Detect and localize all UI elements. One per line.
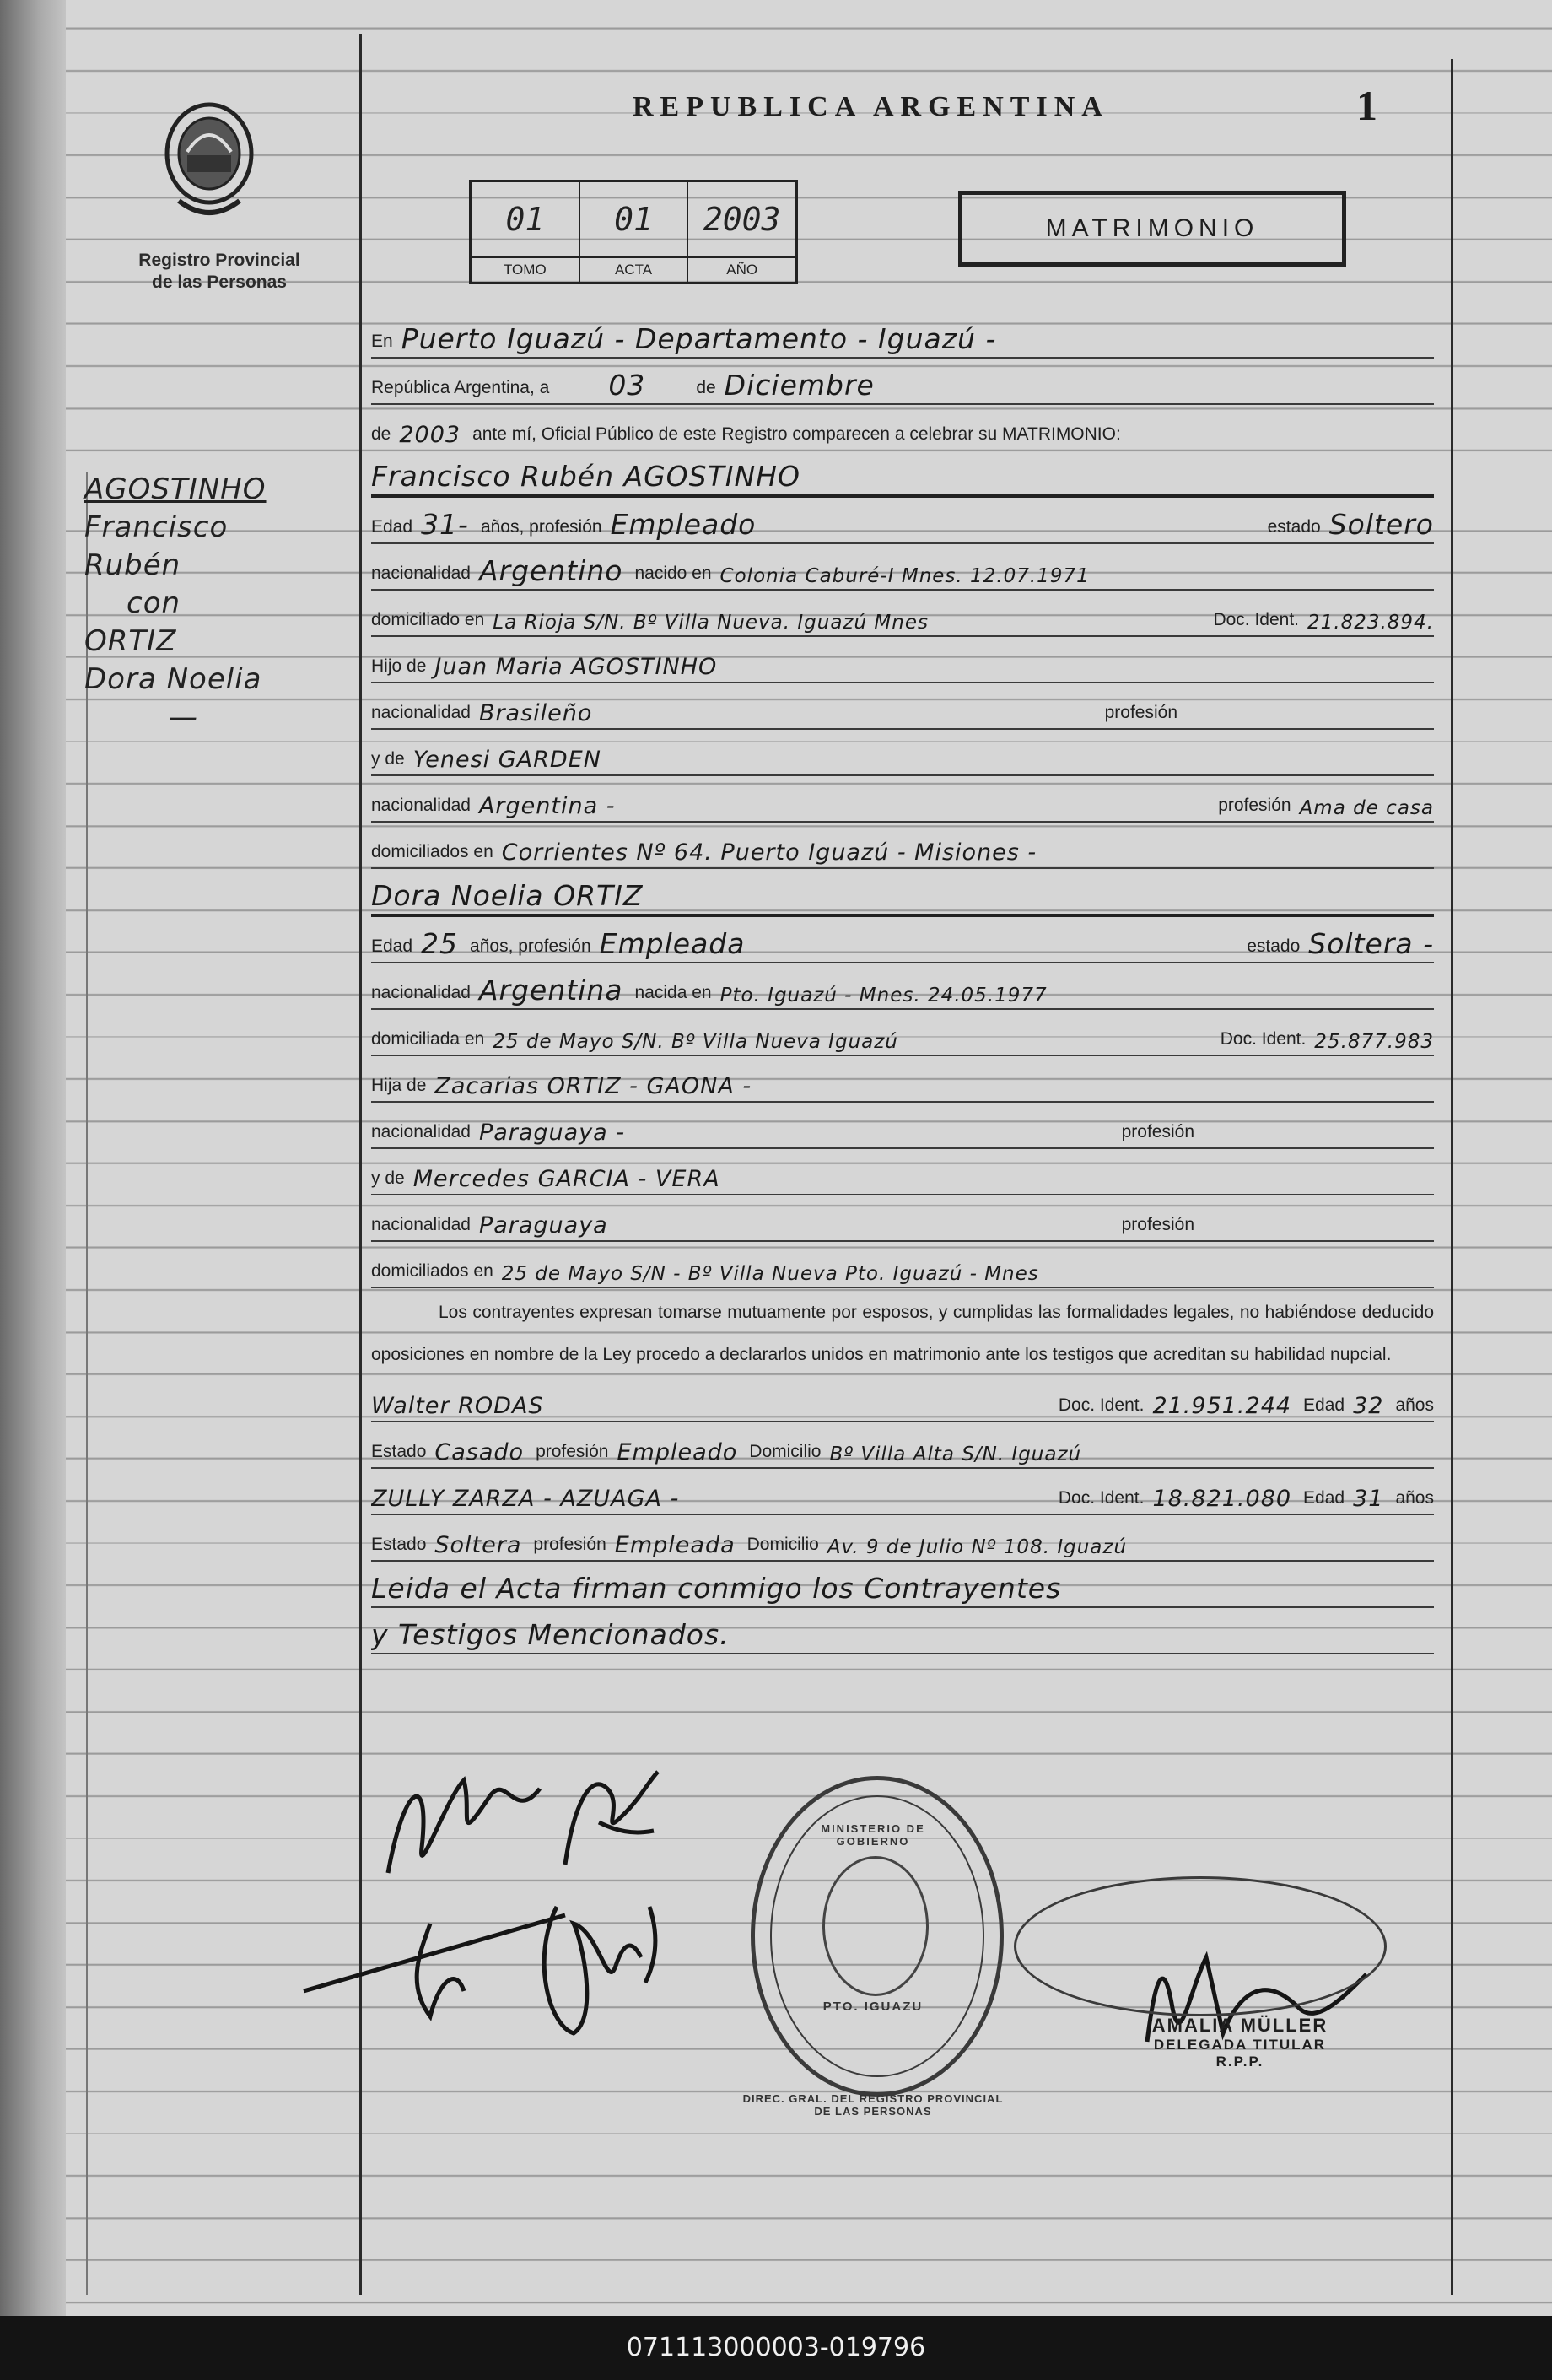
nacido-label: nacido en [634, 564, 712, 583]
bride-name-line [371, 869, 1434, 917]
bride-nationality-line [371, 963, 1434, 1010]
bride-signature [548, 1755, 666, 1881]
document-id-footer: 071113000003-019796 [0, 2316, 1552, 2380]
margin-note: ORTIZ [84, 624, 177, 658]
appear-text: ante mí, Oficial Público de este Registro comparecen a celebrar su MATRIMONIO: [472, 424, 1121, 444]
anos-profesion-label: años, profesión [470, 936, 591, 956]
year-label: AÑO [688, 256, 795, 282]
bride-father-nationality: Paraguaya - [478, 1120, 626, 1146]
margin-note: AGOSTINHO [84, 472, 267, 506]
book-binding [0, 0, 66, 2316]
en-label: En [371, 332, 393, 351]
closing-text-1: Leida el Acta firman conmigo los Contrayentes [371, 1572, 1062, 1605]
country-title: REPUBLICA ARGENTINA [633, 91, 1109, 122]
witness-1-doc: 21.951.244 [1152, 1393, 1292, 1419]
groom-address: La Rioja S/N. Bº Villa Nueva. Iguazú Mnes [493, 612, 929, 634]
bride-father-line [371, 1056, 1434, 1103]
doc-label: Doc. Ident. [1220, 1029, 1307, 1049]
witness-1-profession: Empleado [617, 1439, 738, 1465]
republica-label: República Argentina, a [371, 378, 550, 397]
groom-father-nationality: Brasileño [478, 700, 593, 726]
acta-cell [580, 182, 689, 282]
groom-nationality: Argentino [478, 554, 623, 587]
profesion-label: profesión [1104, 703, 1177, 722]
bride-nationality: Argentina [478, 974, 623, 1007]
doc-label: Doc. Ident. [1058, 1488, 1145, 1508]
stamp-inner-text: MINISTERIO DE GOBIERNO [821, 1822, 925, 1848]
official-oval-stamp [1014, 1876, 1387, 2016]
groom-profession: Empleado [610, 508, 757, 541]
yde-label: y de [371, 1168, 405, 1188]
profesion-label: profesión [536, 1442, 609, 1461]
bride-address-line [371, 1010, 1434, 1056]
record-type-box: MATRIMONIO [958, 191, 1346, 267]
groom-mother-nat-line [371, 776, 1434, 823]
bride-mother-nationality: Paraguaya [478, 1212, 608, 1239]
domiciliado-label: domiciliado en [371, 610, 485, 629]
margin-notes [84, 472, 354, 738]
nacionalidad-label: nacionalidad [371, 796, 471, 815]
nacionalidad-label: nacionalidad [371, 983, 471, 1002]
place-value: Puerto Iguazú - Departamento - Iguazú - [401, 322, 997, 355]
groom-mother: Yenesi GARDEN [412, 747, 601, 773]
bride-father: Zacarias ORTIZ - GAONA - [434, 1073, 752, 1099]
tomo-value: 01 [505, 201, 545, 238]
profesion-label: profesión [1218, 796, 1291, 815]
domiciliados-label: domiciliados en [371, 842, 493, 861]
closing-line-2 [371, 1608, 1434, 1654]
domiciliados-label: domiciliados en [371, 1261, 493, 1281]
bride-mother: Mercedes GARCIA - VERA [412, 1166, 720, 1192]
margin-note: Rubén [84, 548, 181, 582]
acta-value: 01 [614, 201, 653, 238]
bride-civil-status: Soltera - [1308, 927, 1434, 960]
margin-note: Dora Noelia [84, 662, 262, 696]
appear-line [371, 405, 1434, 450]
bride-name: Dora Noelia ORTIZ [371, 879, 644, 912]
edad-label: Edad [1303, 1488, 1345, 1508]
nacida-label: nacida en [634, 983, 712, 1002]
witness-2-age: 31 [1353, 1486, 1384, 1512]
groom-address-line [371, 591, 1434, 637]
witness-1-age: 32 [1353, 1393, 1384, 1419]
bride-address: 25 de Mayo S/N. Bº Villa Nueva Iguazú [493, 1031, 898, 1053]
declaration-text [371, 1288, 1434, 1376]
page-number: 1 [1356, 82, 1377, 129]
tomo-label: TOMO [472, 256, 579, 282]
de-label: de [696, 378, 716, 397]
profesion-label: profesión [1121, 1122, 1194, 1141]
stamp-bottom-text: PTO. IGUAZU [822, 2000, 924, 2014]
witness-2-profession: Empleada [614, 1532, 736, 1558]
hijo-label: Hijo de [371, 656, 427, 676]
margin-note: con [127, 586, 181, 620]
estado-label: Estado [371, 1535, 427, 1554]
anos-profesion-label: años, profesión [480, 517, 602, 537]
yde-label: y de [371, 749, 405, 769]
witness-2-signature [523, 1890, 666, 2050]
margin-note: Francisco [84, 510, 229, 544]
groom-age-line [371, 498, 1434, 544]
groom-parents-address-line [371, 823, 1434, 869]
bride-mother-profession [1203, 1239, 1434, 1240]
margin-note: — [169, 700, 198, 734]
official-role: DELEGADA TITULAR [1153, 2037, 1327, 2053]
witness-1-line [371, 1376, 1434, 1422]
edad-label: Edad [1303, 1395, 1345, 1415]
doc-label: Doc. Ident. [1058, 1395, 1145, 1415]
official-office: R.P.P. [1215, 2053, 1264, 2070]
groom-birth: Colonia Caburé-I Mnes. 12.07.1971 [719, 565, 1090, 587]
place-line [371, 312, 1434, 359]
closing-text-2: y Testigos Mencionados. [371, 1618, 730, 1651]
bride-birth: Pto. Iguazú - Mnes. 24.05.1977 [719, 985, 1048, 1007]
year-cell [688, 182, 795, 282]
groom-mother-profession: Ama de casa [1299, 797, 1434, 819]
groom-father-line [371, 637, 1434, 683]
edad-label: Edad [371, 936, 413, 956]
day-value: 03 [608, 369, 646, 402]
bride-father-nat-line [371, 1103, 1434, 1149]
bride-parents-address-line [371, 1242, 1434, 1288]
witness-1-details-line [371, 1422, 1434, 1469]
estado-label: estado [1267, 517, 1321, 537]
nacionalidad-label: nacionalidad [371, 1122, 471, 1141]
profesion-label: profesión [1121, 1215, 1194, 1234]
groom-father-profession [1186, 726, 1434, 728]
domicilio-label: Domicilio [746, 1535, 819, 1554]
groom-parents-address: Corrientes Nº 64. Puerto Iguazú - Misiones - [501, 839, 1037, 866]
groom-signature [371, 1746, 557, 1890]
stamp-ring-text: DIREC. GRAL. DEL REGISTRO PROVINCIAL DE LAS PERSONAS [742, 2092, 1004, 2118]
registry-name-line2: de las Personas [152, 273, 287, 292]
left-rule [86, 472, 88, 2295]
year-value: 2003 [703, 201, 781, 238]
groom-age: 31- [421, 508, 469, 541]
tomo-cell [472, 182, 580, 282]
nacionalidad-label: nacionalidad [371, 703, 471, 722]
year-written: 2003 [399, 422, 461, 448]
hija-label: Hija de [371, 1076, 427, 1095]
witness-2-status: Soltera [434, 1532, 522, 1558]
groom-name: Francisco Rubén AGOSTINHO [371, 460, 800, 493]
bride-father-profession [1203, 1146, 1434, 1147]
groom-civil-status: Soltero [1328, 508, 1434, 541]
declaration-body: Los contrayentes expresan tomarse mutuamente por esposos, y cumplidas las formalidades legales, no habiéndose deducido oposiciones en nombre de la Ley procedo a declararlos unidos en matrimonio ante los testigos que acreditan su habilidad nupcial. [371, 1303, 1434, 1364]
closing-line-1 [371, 1562, 1434, 1608]
registry-name [110, 250, 329, 294]
bride-mother-line [371, 1149, 1434, 1195]
official-stamp [1122, 2015, 1358, 2070]
bride-age: 25 [421, 927, 459, 960]
estado-label: Estado [371, 1442, 427, 1461]
de2-label: de [371, 424, 391, 444]
bride-profession: Empleada [599, 927, 746, 960]
domicilio-label: Domicilio [749, 1442, 822, 1461]
groom-doc: 21.823.894. [1307, 612, 1434, 634]
date-line [371, 359, 1434, 405]
witness-1-name: Walter RODAS [371, 1393, 544, 1419]
acta-label: ACTA [580, 256, 687, 282]
bride-mother-nat-line [371, 1195, 1434, 1242]
witness-2-doc: 18.821.080 [1152, 1486, 1292, 1512]
register-box [469, 180, 798, 284]
marriage-form [371, 312, 1434, 1654]
bride-age-line [371, 917, 1434, 963]
domiciliada-label: domiciliada en [371, 1029, 485, 1049]
registry-name-line1: Registro Provincial [138, 251, 300, 270]
doc-label: Doc. Ident. [1213, 610, 1299, 629]
nacionalidad-label: nacionalidad [371, 1215, 471, 1234]
month-value: Diciembre [724, 369, 875, 402]
witness-2-details-line [371, 1515, 1434, 1562]
witness-2-line [371, 1469, 1434, 1515]
groom-name-line [371, 450, 1434, 498]
edad-label: Edad [371, 517, 413, 537]
witness-1-address: Bº Villa Alta S/N. Iguazú [829, 1444, 1082, 1465]
groom-father: Juan Maria AGOSTINHO [434, 654, 718, 680]
official-name: AMALIA MÜLLER [1151, 2015, 1328, 2036]
groom-mother-nationality: Argentina - [478, 793, 616, 819]
anos-label: años [1395, 1488, 1434, 1508]
groom-nationality-line [371, 544, 1434, 591]
provincial-seal-icon [162, 101, 256, 228]
groom-mother-line [371, 730, 1434, 776]
nacionalidad-label: nacionalidad [371, 564, 471, 583]
anos-label: años [1395, 1395, 1434, 1415]
bride-doc: 25.877.983 [1314, 1031, 1434, 1053]
groom-father-nat-line [371, 683, 1434, 730]
bride-parents-address: 25 de Mayo S/N - Bº Villa Nueva Pto. Iguazú - Mnes [501, 1263, 1039, 1285]
right-rule [1451, 59, 1453, 2295]
profesion-label: profesión [533, 1535, 606, 1554]
witness-1-status: Casado [434, 1439, 525, 1465]
registry-stamp-emblem [822, 1856, 929, 1996]
witness-2-address: Av. 9 de Julio Nº 108. Iguazú [827, 1536, 1128, 1558]
witness-2-name: ZULLY ZARZA - AZUAGA - [371, 1486, 680, 1512]
estado-label: estado [1247, 936, 1301, 956]
